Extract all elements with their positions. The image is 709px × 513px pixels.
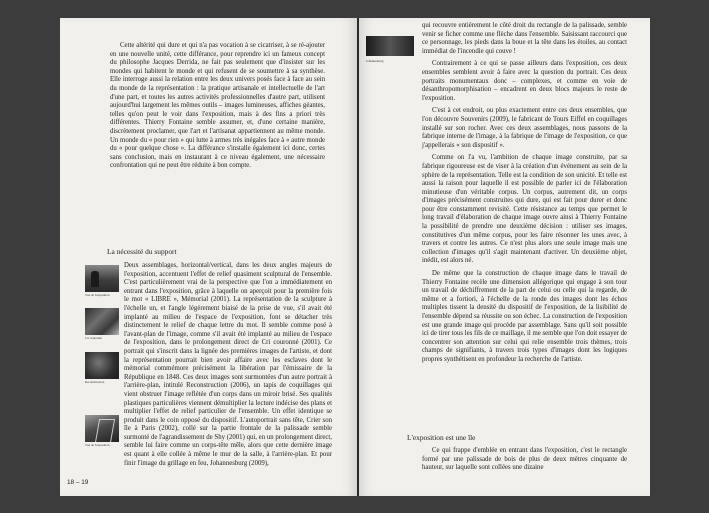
thumbnail-caption: Vue de l'exposition [85, 293, 110, 297]
section-heading: La nécessité du support [107, 247, 177, 256]
photo-thumbnail-icon [85, 415, 119, 442]
intro-paragraph: Cette altérité qui dure et qui n'a pas vocation à se cicatriser, à se ré-ajouter en une nouvelle unité, cette différance, pour reprendre ici un fameux concept du philosophe Jacques Derrida, ne fait pas seulement que d'insister sur les mondes qui habitent le monde et qui refusent de se soumettre à sa synthèse. Elle interroge aussi la relation entre les deux univers posés face à face au sein du monde de la représentation : la pratique artisanale et intellectuelle de l'art d'une part, et toutes les autres activités professionnelles d'autre part, utilisent aujourd'hui largement les mêmes outils – images lumineuses, affiches géantes, telles qu'on peut le voir dans l'exposition, mais à des fins a priori très différentes. Thierry Fontaine semble assumer, et, d'une certaine manière, discrètement proclamer, que l'art et l'artisanat appartiennent au même monde. Un monde du « pour rien » qui lutte à armes très inégales face à « autre monde du « pour quelque chose ». La différance s'installe également ici donc, certes sans conclusion, mais en instaurant à ce niveau également, une nécessaire confrontation qui ne peut être réduite à bon compte. [110, 42, 325, 170]
left-page [60, 18, 357, 496]
paragraph-5: De même que la construction de chaque image dans le travail de Thierry Fontaine recèle une dimension allégorique qui engage à son tour un travail de déchiffrement de la part de celui ou celle qui la regarde, de même et a fortiori, à l'échelle de la ronde des images dont les échos multiples tissent la densité du dispositif de l'exposition, de la lisibilité de l'ensemble dépend sa réussite ou son échec. La construction de l'exposition est une grande image qui procède par assemblage. Sans qu'il soit possible ici de tirer tous les fils de ce maillage, il me semble que l'on doit essayer de concentrer son attention sur celui qui relie ensemble trois thèmes, trois champs de signifiants, à travers trois types d'images dont les logiques propres synthétisent en profondeur la recherche de l'artiste. [422, 270, 627, 363]
page-numbers: 18 – 19 [67, 479, 89, 486]
thumbnail-caption: Reconstruction [85, 380, 105, 384]
thumbnail-3 [85, 352, 119, 384]
photo-thumbnail-icon [85, 265, 119, 292]
thumbnail-1 [85, 265, 119, 297]
body-paragraph: Deux assemblages, horizontal/vertical, dans les deux angles majeurs de l'exposition, accentuent l'effet de relief quasiment sculptural de l'ensemble. C'est particulièrement vrai de la perspective que l'on a immédiatement en entrant dans l'exposition, grâce à laquelle on aperçoit pour la première fois le mot « LIBRE », Mémorial (2001). La représentation de la sculpture à l'échelle un, et l'angle légèrement biaisé de la prise de vue, s'il avait été implanté au milieu de l'espace de l'exposition, font se détacher très distinctement le relief de chaque lettre du mot. Il semble comme posé à l'avant-plan de l'image, comme s'il avait été implanté au milieu de l'espace de l'exposition, dans le prolongement direct de Cri couronné (2001). Ce portrait qui s'inscrit dans la lignée des premières images de l'artiste, et dont la représentation pourrait bien avoir affaire avec les esclaves dont le mémorial commémore précisément la libération par l'émissaire de la République en 1848. Ces deux images sont surmontées d'un autre portrait à l'arrière-plan, intitulé Reconstruction (2006), un tapis de coquillages qui vient obstruer l'image reflétée d'un corps dans un miroir brisé. Ses qualités plastiques particulières viennent démultiplier la lecture indécise des plans et multiplier l'effet de relief particulier de l'ensemble. Un effet identique se produit dans le coin opposé du dispositif. L'autoportrait sans tête, Crier son île à Paris (2002), collé sur la partie frontale de la palissade semble surmonté de l'agrandissement de Shy (2001) qui, en un prolongement direct, semble lui faire comme un corps-tête mêle, alors que cette dernière image est quant à elle collée à même le mur de la salle, à l'arrière-plan. Et pour finir l'image du grillage en feu, Johannesburg (2009), [124, 262, 332, 467]
thumbnail-caption: Cri couronné [85, 336, 102, 340]
paragraph-1: qui recouvre entièrement le côté droit du rectangle de la palissade, semble venir se ficher comme une flèche dans l'ensemble. Saisissant raccourci que ce personnage, les pieds dans la boue et la tête dans les étoiles, au contact immédiat de l'incendie qui couve ! [422, 22, 627, 55]
thumbnail-2 [85, 308, 119, 340]
right-page [359, 18, 650, 496]
paragraph-2: Contrairement à ce qui se passe ailleurs dans l'exposition, ces deux ensembles semblent avoir à faire avec la question du portrait. Ces deux portraits monumentaux donc – complexes, et comme en voie de désanthropomorphisation – encadrent en deux blocs majeurs le reste de l'exposition. [422, 60, 627, 102]
closing-paragraph: Ce qui frappe d'emblée en entrant dans l'exposition, c'est le rectangle formé par une palissade de bois de plus de deux mètres cinquante de hauteur, sur laquelle sont collées une dizaine [422, 447, 627, 472]
paragraph-4: Comme on l'a vu, l'ambition de chaque image construite, par sa fabrique rigoureuse est de viser à la création d'un événement au sein de la sphère de la représentation. Telle est la condition de son unicité. Et telle est aussi la raison pour laquelle il est possible de parler ici de l'élaboration minutieuse d'un véritable corpus. Un corpus, autrement dit, un corps d'images précisément construites qui dure, qui est fait pour durer et donc pour être constamment revisité. Cette résistance au temps que permet le long travail d'élaboration de chaque image ouvre ainsi à Thierry Fontaine la possibilité de prendre une deuxième décision : utiliser ses images, constitutives d'un même corpus, pour les faire résonner les unes avec, à travers et contre les autres. Ce n'est plus alors une seule image mais une collection d'images qu'il s'agit maintenant d'activer. Un deuxième objet, inédit, est alors né. [422, 154, 627, 265]
photo-thumbnail-icon [85, 352, 119, 379]
paragraph-3: C'est à cet endroit, ou plus exactement entre ces deux ensembles, que l'on découvre Souvenirs (2009), le fabricant de Tours Eiffel en coquillages installé sur son rocher. Avec ces deux assemblages, nous passons de la fabrique interne de l'image, à la fabrique de l'image de l'exposition, ce que j'appellerais « son dispositif ». [422, 107, 627, 149]
right-body [422, 22, 627, 365]
thumbnail-caption: Johannesburg [366, 59, 384, 63]
thumbnail-caption: Vue de l'exposition [85, 443, 110, 447]
section-heading: L'exposition est une île [407, 433, 476, 442]
thumbnail-4 [85, 415, 119, 447]
photo-thumbnail-icon [366, 36, 414, 56]
photo-thumbnail-icon [85, 308, 119, 335]
